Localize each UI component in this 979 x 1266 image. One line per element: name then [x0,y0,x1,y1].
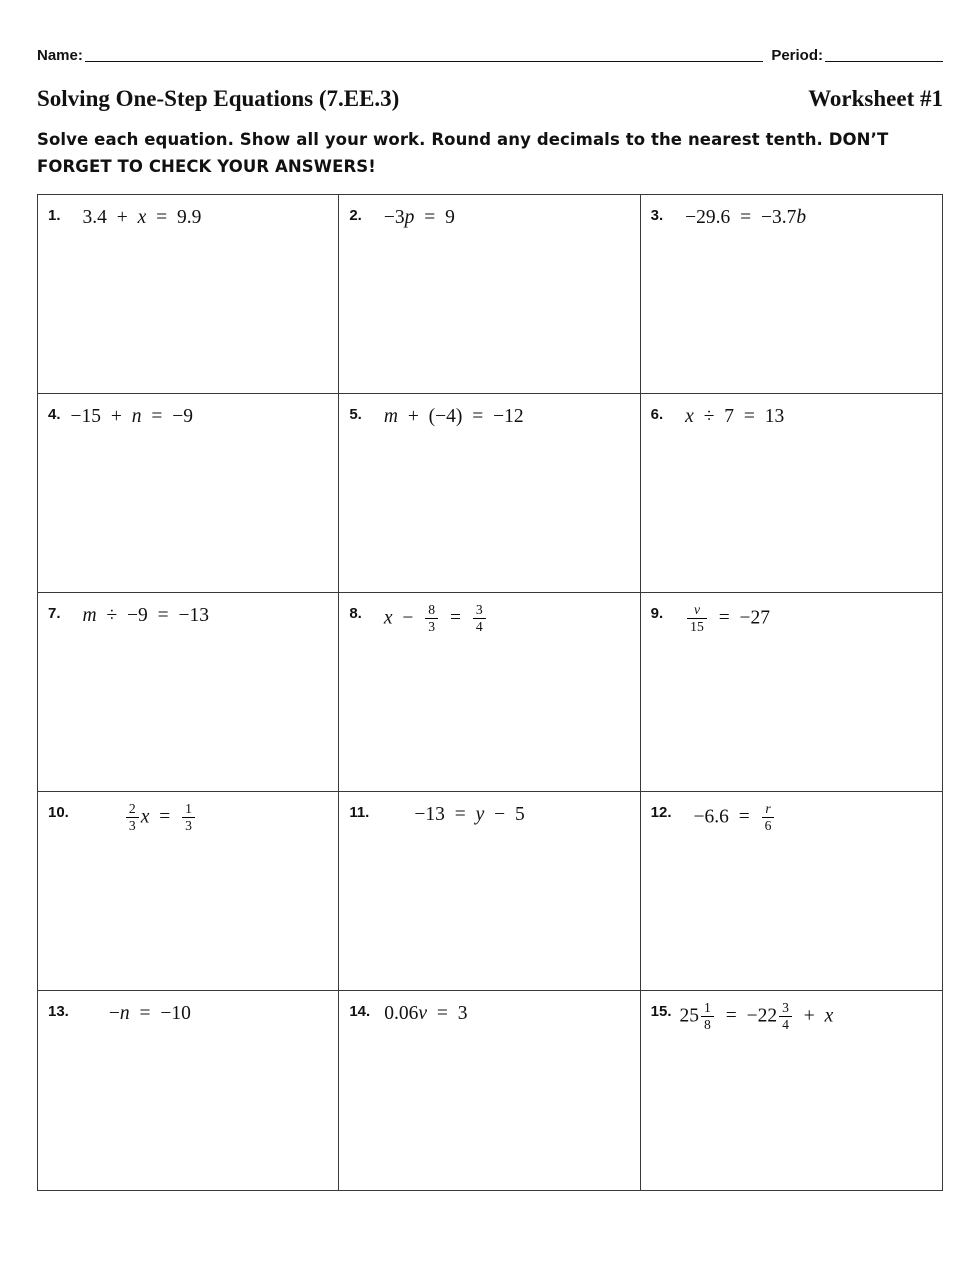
problem-cell-8 [339,593,640,792]
problem-number: 15. [650,1002,672,1020]
period-blank-line [825,44,943,62]
problem-cell-11 [339,792,640,991]
problem-number: 9. [650,604,664,622]
problem-cell-14 [339,991,640,1190]
problem-number: 14. [349,1002,371,1020]
problem-equation: 25 $\frac{1}{8}$ = −22 $\frac{3}{4}$ + x [679,999,834,1032]
problem-cell-2 [339,195,640,394]
problem-cell-1 [38,195,339,394]
problem-equation: −3p = 9 [383,206,455,228]
name-blank-line [85,44,763,62]
instructions-text: Solve each equation. Show all your work. Round any decimals to the nearest tenth. DON’T FORGET TO CHECK YOUR ANSWERS! [37,129,889,176]
problem-equation: −6.6 = $\frac{r}{6}$ [694,802,777,834]
problem-cell-6 [641,394,942,593]
problem-number: 2. [349,206,362,224]
title-row [37,86,943,112]
problem-equation: x − $\frac{8}{3}$ = $\frac{3}{4}$ [384,603,488,635]
problem-number: 6. [650,405,664,423]
problem-number: 13. [48,1002,69,1020]
problem-cell-5 [339,394,640,593]
name-period-row [37,44,943,64]
problem-cell-9 [641,593,942,792]
problem-cell-15 [641,991,942,1190]
problem-equation: −15 + n = −9 [70,405,194,427]
problem-cell-4 [38,394,339,593]
problem-cell-13 [38,991,339,1190]
problem-cell-12 [641,792,942,991]
problem-equation: −n = −10 [108,1002,191,1024]
problem-equation: $\frac{v}{15}$ = −27 [685,603,770,635]
problem-number: 12. [650,803,672,821]
problem-cell-10 [38,792,339,991]
period-label: Period: [771,46,823,64]
problem-number: 8. [349,604,362,622]
problem-equation: m ÷ −9 = −13 [82,604,210,626]
problem-equation: −13 = y − 5 [414,803,525,825]
problem-equation: 3.4 + x = 9.9 [82,206,202,228]
problem-equation: 0.06v = 3 [384,1002,468,1024]
problem-equation: $\frac{2}{3}$ x = $\frac{1}{3}$ [124,802,197,834]
problem-cell-7 [38,593,339,792]
worksheet-number: Worksheet #1 [808,85,943,111]
problem-number: 1. [48,206,61,224]
problem-number: 3. [650,206,664,224]
name-label: Name: [37,46,83,64]
problem-number: 7. [48,604,61,622]
worksheet-title: Solving One-Step Equations (7.EE.3) [37,85,400,111]
problem-cell-3 [641,195,942,394]
problem-number: 4. [48,405,61,423]
problems-grid [37,194,943,1191]
problem-equation: m + (−4) = −12 [383,405,524,427]
problem-number: 10. [48,803,69,821]
problem-number: 5. [349,405,362,423]
problem-number: 11. [349,803,370,821]
problem-equation: x ÷ 7 = 13 [685,405,785,427]
problem-equation: −29.6 = −3.7b [685,206,807,228]
